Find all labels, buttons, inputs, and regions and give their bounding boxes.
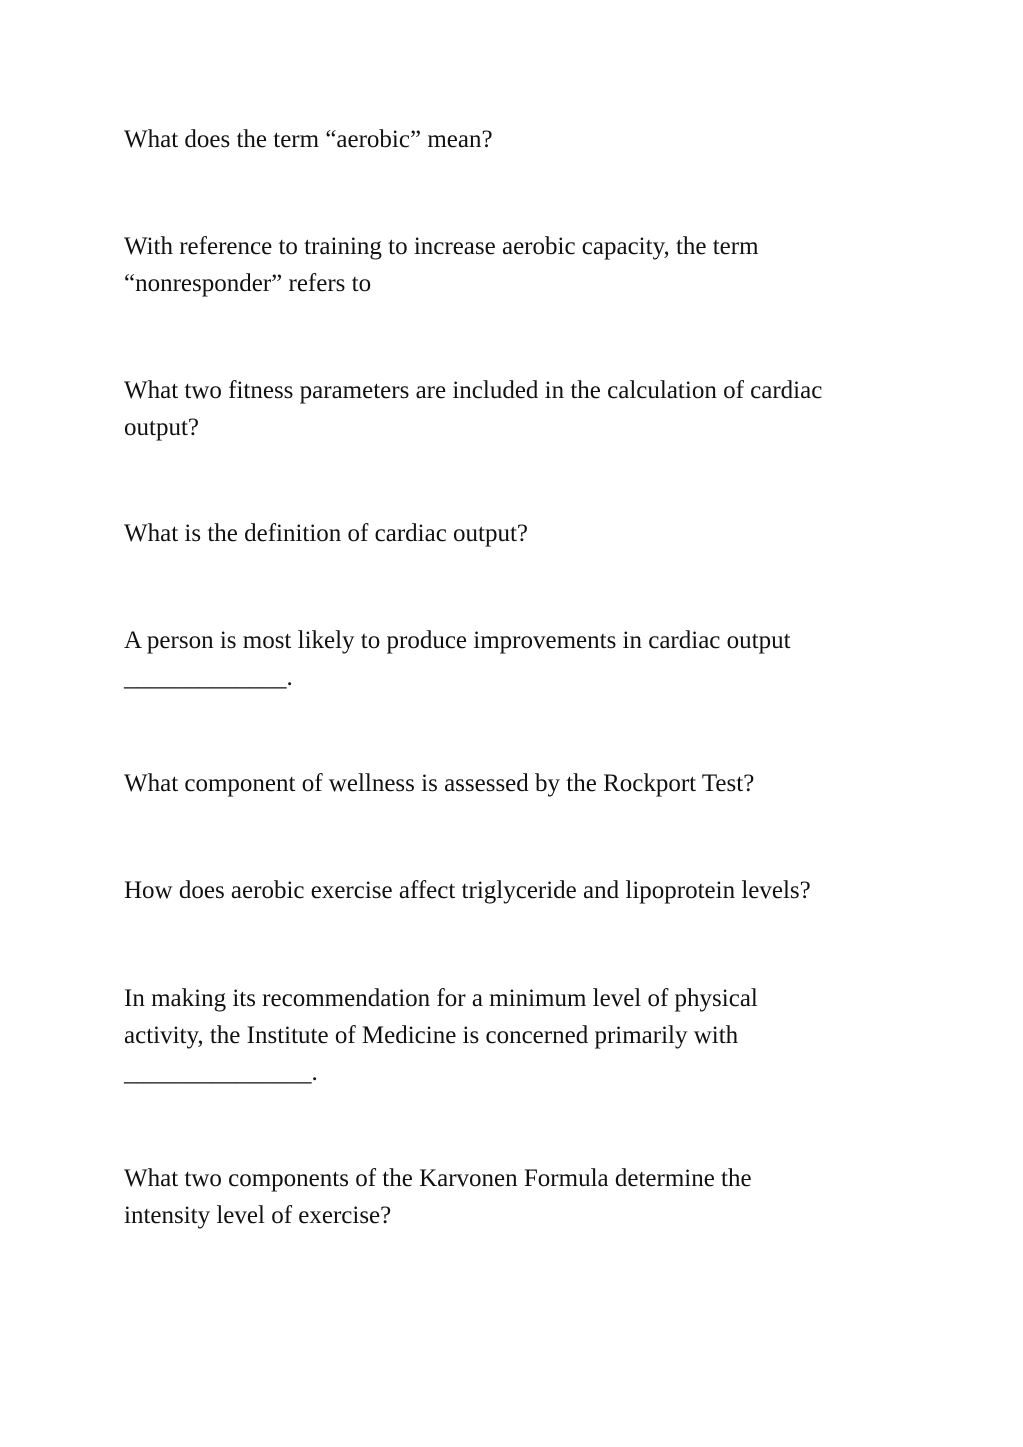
question-line: activity, the Institute of Medicine is concerned primarily with (124, 1022, 739, 1049)
question-9 (124, 1160, 914, 1234)
question-line: In making its recommendation for a minimum level of physical (124, 985, 758, 1012)
question-1 (124, 121, 914, 158)
question-line: _______________. (124, 1059, 318, 1086)
question-2 (124, 228, 914, 302)
question-4 (124, 515, 914, 552)
question-line: _____________. (124, 664, 293, 691)
question-line: “nonresponder” refers to (124, 270, 372, 297)
question-line: What component of wellness is assessed by the Rockport Test? (124, 770, 755, 797)
question-line: What does the term “aerobic” mean? (124, 126, 493, 153)
question-3 (124, 372, 914, 446)
question-line: What is the definition of cardiac output? (124, 520, 529, 547)
question-line: How does aerobic exercise affect triglyceride and lipoprotein levels? (124, 877, 811, 904)
question-line: With reference to training to increase aerobic capacity, the term (124, 233, 759, 260)
question-line: intensity level of exercise? (124, 1202, 392, 1229)
question-line: What two fitness parameters are included in the calculation of cardiac (124, 377, 823, 404)
question-line: What two components of the Karvonen Formula determine the (124, 1165, 752, 1192)
question-line: output? (124, 414, 199, 441)
question-6 (124, 765, 914, 802)
question-7 (124, 872, 914, 909)
question-8 (124, 980, 914, 1091)
question-line: A person is most likely to produce improvements in cardiac output (124, 627, 791, 654)
question-5 (124, 622, 914, 696)
